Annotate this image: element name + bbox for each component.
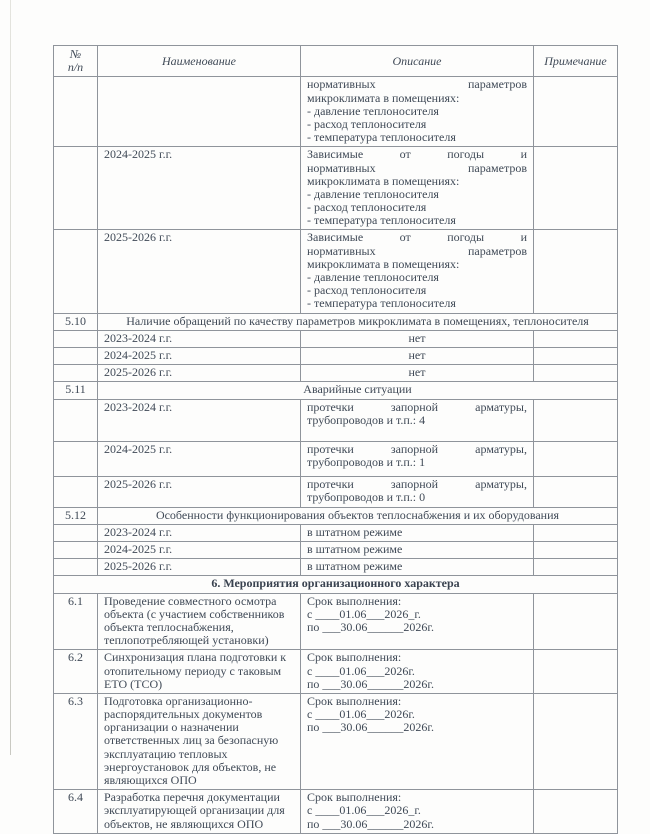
desc-line: с ____01.06___2026_г. (307, 803, 421, 818)
header-note: Примечание (534, 46, 618, 77)
desc-line: с ____01.06___2026г. (307, 663, 415, 678)
cell-note (534, 593, 618, 650)
desc-line: по ___30.06______2026г. (307, 676, 434, 691)
cell-num (54, 477, 98, 507)
cell-num (54, 77, 98, 147)
desc-line: нормативных параметров (307, 160, 527, 175)
desc-line: - расход теплоносителя (307, 116, 427, 131)
desc-line: микроклимата в помещениях: (307, 90, 460, 105)
cell-name: 2024-2025 г.г. (98, 441, 301, 476)
cell-num (54, 399, 98, 441)
cell-note (534, 477, 618, 507)
desc-line: - давление теплоносителя (307, 270, 439, 284)
desc-line: в штатном режиме (307, 524, 403, 539)
cell-name: 2025-2026 г.г. (98, 477, 301, 507)
desc-line: в штатном режиме (307, 542, 403, 556)
cell-num: 6.1 (54, 593, 98, 650)
table-row (54, 650, 618, 694)
cell-desc (301, 650, 534, 694)
cell-note (534, 365, 618, 382)
table-row (54, 693, 618, 789)
cell-num (54, 365, 98, 382)
cell-name: Синхронизация плана подготовки к отопительному периоду с таковым ЕТО (ТСО) (98, 650, 301, 694)
cell-note (534, 441, 618, 476)
table-row (54, 77, 618, 147)
cell-name: Подготовка организационно-распорядительных документов организации о назначении ответственных лиц за безопасную эксплуатацию тепловых энергоустановок для объектов, не являющихся ОПО (98, 693, 301, 789)
desc-line: протечки запорной арматуры, (307, 441, 527, 456)
cell-name: 2024-2025 г.г. (98, 147, 301, 230)
cell-note (534, 790, 618, 834)
desc-line: с ____01.06___2026_г. (307, 606, 421, 621)
table-row (54, 147, 618, 230)
header-num-line1: № (69, 47, 82, 61)
cell-name (98, 77, 301, 147)
cell-desc: нет (301, 347, 534, 364)
cell-desc (301, 790, 534, 834)
cell-desc (301, 542, 534, 559)
cell-desc: нет (301, 365, 534, 382)
desc-line: нормативных параметров (307, 77, 527, 92)
desc-line: - давление теплоносителя (307, 186, 439, 201)
desc-line: по ___30.06______2026г. (307, 720, 434, 735)
table-row (54, 330, 618, 347)
desc-line: трубопроводов и т.п.: 0 (307, 490, 426, 505)
cell-name: 2025-2026 г.г. (98, 365, 301, 382)
cell-note (534, 559, 618, 576)
cell-num (54, 559, 98, 576)
section-title-cell: Особенности функционирования объектов теплоснабжения и их оборудования (98, 507, 618, 524)
desc-line: в штатном режиме (307, 559, 403, 574)
section-title-cell: Аварийные ситуации (98, 382, 618, 399)
cell-num (54, 542, 98, 559)
cell-desc (301, 477, 534, 507)
cell-desc (301, 230, 534, 313)
desc-line: - температура теплоносителя (307, 130, 456, 145)
cell-note (534, 230, 618, 313)
cell-name: 2024-2025 г.г. (98, 347, 301, 364)
cell-note (534, 399, 618, 441)
table-row (54, 477, 618, 507)
cell-name: 2024-2025 г.г. (98, 542, 301, 559)
cell-num (54, 330, 98, 347)
desc-line: протечки запорной арматуры, (307, 399, 527, 414)
desc-line: Срок выполнения: (307, 650, 402, 665)
cell-note (534, 77, 618, 147)
cell-name: Проведение совместного осмотра объекта (с участием собственников объекта теплоснабжения, теплопотребляющей установки) (98, 593, 301, 650)
cell-num (54, 347, 98, 364)
desc-line: Срок выполнения: (307, 693, 402, 708)
desc-line: Срок выполнения: (307, 790, 402, 805)
desc-line: микроклимата в помещениях: (307, 256, 460, 271)
desc-line: трубопроводов и т.п.: 1 (307, 455, 426, 470)
cell-num (54, 147, 98, 230)
header-desc: Описание (301, 46, 534, 77)
cell-note (534, 524, 618, 541)
desc-line: микроклимата в помещениях: (307, 173, 460, 188)
cell-note (534, 330, 618, 347)
cell-desc (301, 593, 534, 650)
cell-note (534, 347, 618, 364)
table-row (54, 790, 618, 834)
desc-line: - давление теплоносителя (307, 103, 439, 118)
desc-line: по ___30.06______2026г. (307, 619, 434, 634)
cell-note (534, 542, 618, 559)
header-num-line2: п/п (67, 60, 84, 75)
table-header (54, 46, 618, 77)
header-name: Наименование (98, 46, 301, 77)
desc-line: - расход теплоносителя (307, 283, 427, 298)
cell-name: 2023-2024 г.г. (98, 330, 301, 347)
cell-num: 5.10 (54, 313, 98, 330)
cell-note (534, 147, 618, 230)
table-row (54, 382, 618, 399)
document-table (53, 45, 618, 834)
desc-line: протечки запорной арматуры, (307, 477, 527, 492)
cell-name: 2025-2026 г.г. (98, 559, 301, 576)
table-row (54, 559, 618, 576)
table-row (54, 542, 618, 559)
desc-line: Срок выполнения: (307, 593, 402, 608)
desc-line: - температура теплоносителя (307, 296, 456, 311)
cell-num (54, 230, 98, 313)
desc-line: по ___30.06______2026г. (307, 816, 434, 831)
cell-num: 6.3 (54, 693, 98, 789)
cell-name: 2025-2026 г.г. (98, 230, 301, 313)
table-row (54, 441, 618, 476)
cell-desc: нет (301, 330, 534, 347)
cell-desc (301, 524, 534, 541)
table-row (54, 576, 618, 593)
chapter-title-cell: 6. Мероприятия организационного характера (54, 576, 618, 593)
desc-line: - расход теплоносителя (307, 200, 427, 215)
table-row (54, 347, 618, 364)
table-row (54, 230, 618, 313)
cell-num (54, 524, 98, 541)
table-row (54, 365, 618, 382)
desc-line: - температура теплоносителя (307, 213, 456, 228)
cell-note (534, 650, 618, 694)
cell-num: 5.11 (54, 382, 98, 399)
cell-num: 5.12 (54, 507, 98, 524)
cell-note (534, 693, 618, 789)
cell-desc (301, 77, 534, 147)
desc-line: нормативных параметров (307, 243, 527, 258)
cell-desc (301, 399, 534, 441)
cell-num (54, 441, 98, 476)
cell-desc (301, 559, 534, 576)
scan-edge-line (10, 0, 11, 755)
cell-desc (301, 441, 534, 476)
desc-line: Зависимые от погоды и (307, 230, 527, 245)
cell-name: 2023-2024 г.г. (98, 524, 301, 541)
cell-desc (301, 693, 534, 789)
table-row (54, 313, 618, 330)
desc-line: Зависимые от погоды и (307, 147, 527, 162)
header-num (54, 46, 98, 77)
section-title-cell: Наличие обращений по качеству параметров микроклимата в помещениях, теплоносителя (98, 313, 618, 330)
cell-name: 2023-2024 г.г. (98, 399, 301, 441)
table-body (54, 77, 618, 833)
desc-line: трубопроводов и т.п.: 4 (307, 412, 426, 427)
table-row (54, 524, 618, 541)
desc-line: с ____01.06___2026г. (307, 707, 415, 722)
table-header-row (54, 46, 618, 77)
cell-name: Разработка перечня документации эксплуатирующей организации для объектов, не являющихся ОПО (98, 790, 301, 834)
cell-num: 6.2 (54, 650, 98, 694)
table-row (54, 399, 618, 441)
cell-desc (301, 147, 534, 230)
cell-num: 6.4 (54, 790, 98, 834)
table-row (54, 507, 618, 524)
table-row (54, 593, 618, 650)
